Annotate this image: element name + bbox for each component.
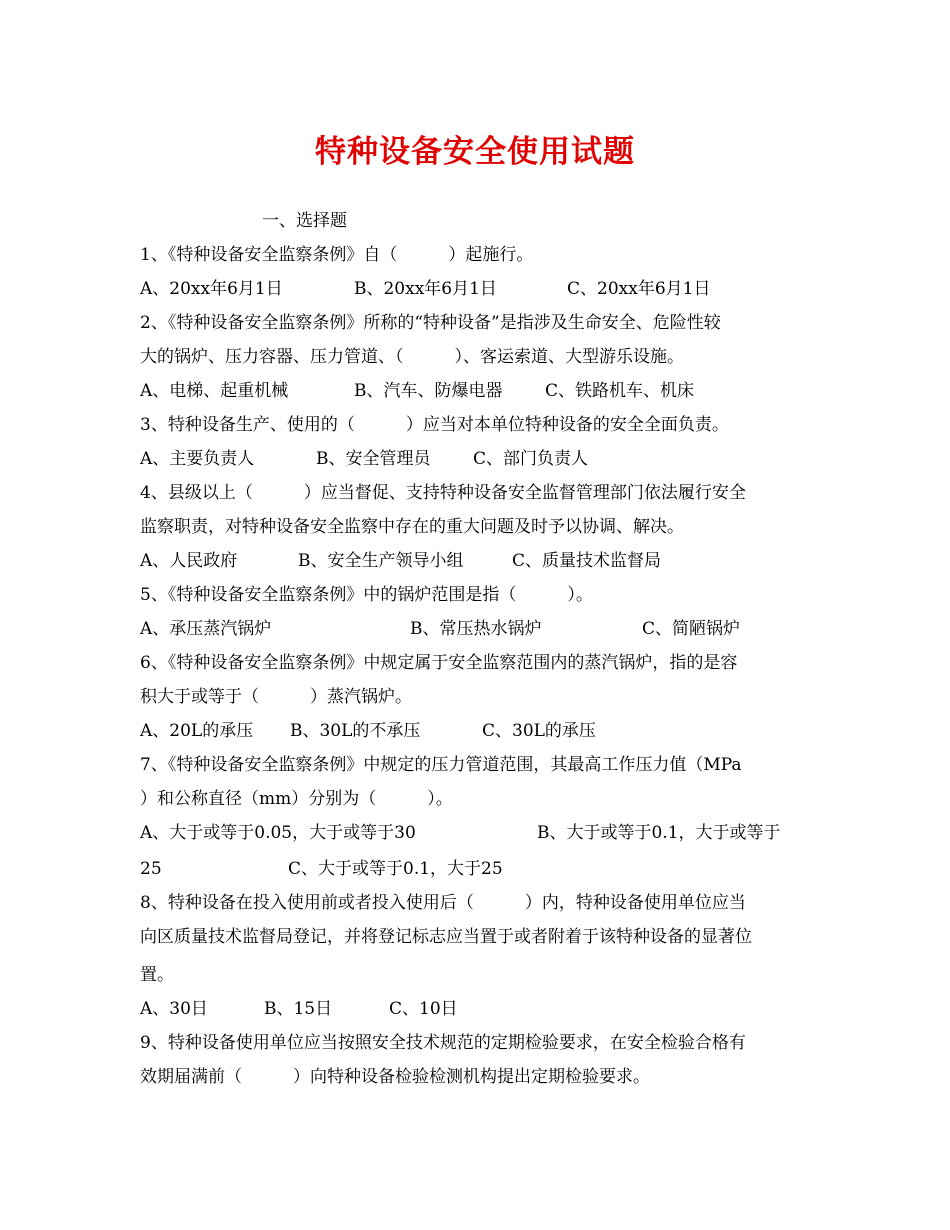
option-b: B、20xx年6月1日 bbox=[354, 279, 497, 299]
section-heading: 一、选择题 bbox=[262, 211, 347, 231]
option-b: B、汽车、防爆电器 bbox=[354, 381, 503, 401]
question-2-line-1: 2、《特种设备安全监察条例》所称的“特种设备”是指涉及生命安全、危险性较 bbox=[140, 313, 721, 333]
question-7-line-2: ）和公称直径（mm）分别为（ ）。 bbox=[140, 789, 453, 809]
option-a: A、20L的承压 bbox=[140, 721, 254, 741]
option-a: A、主要负责人 bbox=[140, 449, 255, 469]
question-4-line-1: 4、县级以上（ ）应当督促、支持特种设备安全监督管理部门依法履行安全 bbox=[140, 483, 746, 503]
option-a: A、电梯、起重机械 bbox=[140, 381, 289, 401]
option-a: A、20xx年6月1日 bbox=[140, 279, 283, 299]
option-c: C、质量技术监督局 bbox=[512, 551, 662, 571]
question-8-line-1: 8、特种设备在投入使用前或者投入使用后（ ）内，特种设备使用单位应当 bbox=[140, 893, 746, 913]
option-b: B、15日 bbox=[264, 999, 333, 1019]
option-a: A、30日 bbox=[140, 999, 208, 1019]
option-c: C、30L的承压 bbox=[482, 721, 596, 741]
question-9-line-2: 效期届满前（ ）向特种设备检验检测机构提出定期检验要求。 bbox=[140, 1067, 650, 1087]
option-c: C、大于或等于0.1，大于25 bbox=[288, 859, 503, 879]
option-c: C、铁路机车、机床 bbox=[545, 381, 695, 401]
question-5-line-1: 5、《特种设备安全监察条例》中的锅炉范围是指（ ）。 bbox=[140, 585, 593, 605]
question-3-line-1: 3、特种设备生产、使用的（ ）应当对本单位特种设备的安全全面负责。 bbox=[140, 415, 729, 435]
option-b: B、常压热水锅炉 bbox=[410, 619, 542, 639]
option-c: C、10日 bbox=[389, 999, 458, 1019]
question-9-line-1: 9、特种设备使用单位应当按照安全技术规范的定期检验要求，在安全检验合格有 bbox=[140, 1033, 746, 1053]
question-8-line-2: 向区质量技术监督局登记，并将登记标志应当置于或者附着于该特种设备的显著位 bbox=[140, 927, 752, 947]
option-c: C、部门负责人 bbox=[473, 449, 589, 469]
page-title: 特种设备安全使用试题 bbox=[315, 134, 635, 170]
option-b: B、大于或等于0.1，大于或等于 bbox=[537, 823, 781, 843]
option-c: C、简陋锅炉 bbox=[642, 619, 741, 639]
option-b: B、安全生产领导小组 bbox=[298, 551, 464, 571]
option-a: A、大于或等于0.05，大于或等于30 bbox=[140, 823, 416, 843]
option-b-continued: 25 bbox=[140, 859, 162, 879]
question-8-line-3: 置。 bbox=[140, 965, 174, 985]
question-6-line-2: 积大于或等于（ ）蒸汽锅炉。 bbox=[140, 687, 412, 707]
option-c: C、20xx年6月1日 bbox=[567, 279, 711, 299]
question-1-line-1: 1、《特种设备安全监察条例》自（ ）起施行。 bbox=[140, 245, 534, 265]
question-6-line-1: 6、《特种设备安全监察条例》中规定属于安全监察范围内的蒸汽锅炉，指的是容 bbox=[140, 653, 738, 673]
option-b: B、安全管理员 bbox=[316, 449, 431, 469]
option-a: A、承压蒸汽锅炉 bbox=[140, 619, 272, 639]
question-7-line-1: 7、《特种设备安全监察条例》中规定的压力管道范围，其最高工作压力值（MPa bbox=[140, 755, 742, 775]
option-a: A、人民政府 bbox=[140, 551, 238, 571]
option-b: B、30L的不承压 bbox=[290, 721, 421, 741]
question-2-line-2: 大的锅炉、压力容器、压力管道、（ ）、客运索道、大型游乐设施。 bbox=[140, 347, 684, 367]
question-4-line-2: 监察职责，对特种设备安全监察中存在的重大问题及时予以协调、解决。 bbox=[140, 517, 684, 537]
